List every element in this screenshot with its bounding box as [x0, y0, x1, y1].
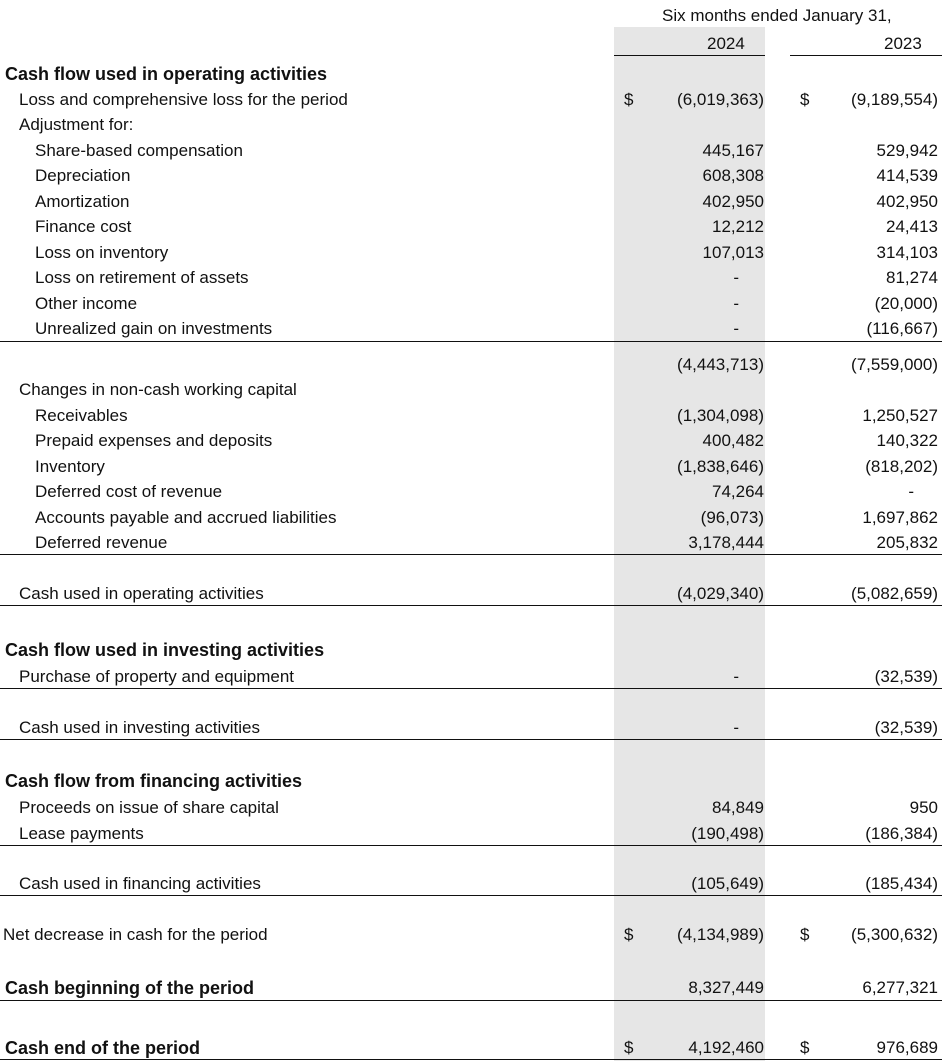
adjustment-row: [0, 164, 942, 188]
working-capital-2023: -: [908, 482, 914, 501]
cash-beginning-row: [0, 976, 942, 1000]
adjustment-2023: 314,103: [876, 243, 938, 262]
adjustment-2023: 24,413: [886, 217, 938, 236]
adjustment-label: Unrealized gain on investments: [35, 319, 273, 338]
adjustment-label: Loss on retirement of assets: [35, 268, 249, 287]
working-capital-2024: 3,178,444: [688, 533, 764, 552]
net-decrease-2023: (5,300,632): [851, 925, 938, 944]
adjustment-2024: -: [733, 319, 739, 338]
adjustment-row: [0, 190, 942, 214]
working-capital-2024: (96,073): [700, 508, 764, 527]
divider: [0, 688, 942, 689]
financing-total-2024: (105,649): [691, 874, 764, 893]
adjustment-2024: -: [733, 268, 739, 287]
subtotal-2023: (7,559,000): [851, 355, 938, 374]
working-capital-item-label: Accounts payable and accrued liabilities: [35, 508, 337, 527]
adjustment-2023: (116,667): [866, 319, 938, 338]
adjustment-2024: 402,950: [702, 192, 764, 211]
cash-beginning-2024: 8,327,449: [688, 978, 764, 997]
financing-item-2024: 84,849: [712, 798, 764, 817]
operating-heading-row: [0, 62, 942, 86]
adjustment-row: [0, 292, 942, 316]
working-capital-2023: 205,832: [876, 533, 938, 552]
adjustment-label-row: [0, 113, 942, 137]
adjustment-2023: 81,274: [886, 268, 938, 287]
adjustment-label: Amortization: [35, 192, 130, 211]
working-capital-item-label: Prepaid expenses and deposits: [35, 431, 273, 450]
investing-total-row: [0, 716, 942, 740]
adjustment-label: Other income: [35, 294, 138, 313]
investing-item-2023: (32,539): [874, 667, 938, 686]
header-underline-2024: [614, 55, 765, 56]
working-capital-2024: 74,264: [712, 482, 764, 501]
adjustment-2023: 402,950: [876, 192, 938, 211]
adjustment-2024: 12,212: [712, 217, 764, 236]
divider: [0, 895, 942, 896]
financing-item-row: [0, 822, 942, 846]
working-capital-item-label: Deferred cost of revenue: [35, 482, 223, 501]
adjustment-label: Adjustment for:: [19, 115, 134, 134]
divider: [0, 1000, 942, 1001]
working-capital-row: [0, 480, 942, 504]
investing-item-label: Purchase of property and equipment: [19, 667, 295, 686]
working-capital-item-label: Receivables: [35, 406, 128, 425]
adjustment-2023: 414,539: [876, 166, 938, 185]
cash-end-label: Cash end of the period: [5, 1038, 201, 1058]
operating-total-label: Cash used in operating activities: [19, 584, 264, 603]
adjustment-2023: (20,000): [874, 294, 938, 313]
operating-total-row: [0, 582, 942, 606]
operating-total-2023: (5,082,659): [851, 584, 938, 603]
working-capital-2023: (818,202): [865, 457, 938, 476]
divider: [0, 341, 942, 342]
investing-item-2024: -: [733, 667, 739, 686]
adjustment-2024: -: [733, 294, 739, 313]
working-capital-item-label: Deferred revenue: [35, 533, 168, 552]
investing-total-2024: -: [733, 718, 739, 737]
investing-total-label: Cash used in investing activities: [19, 718, 260, 737]
adjustment-2024: 445,167: [702, 141, 764, 160]
currency-symbol: $: [800, 90, 810, 109]
investing-total-2023: (32,539): [874, 718, 938, 737]
operating-heading: Cash flow used in operating activities: [5, 64, 328, 84]
cash-end-2024: 4,192,460: [688, 1038, 764, 1057]
currency-symbol: $: [800, 1038, 810, 1057]
adjustment-label: Loss on inventory: [35, 243, 169, 262]
working-capital-row: [0, 429, 942, 453]
year-2023-header: 2023: [884, 34, 922, 53]
period-caption: Six months ended January 31,: [662, 6, 892, 25]
financing-item-2023: 950: [909, 798, 938, 817]
net-decrease-row: [0, 923, 942, 947]
loss-2024: (6,019,363): [677, 90, 764, 109]
adjustment-label: Depreciation: [35, 166, 131, 185]
financing-item-label: Lease payments: [19, 824, 144, 843]
investing-heading-row: [0, 638, 942, 662]
currency-symbol: $: [624, 925, 634, 944]
financing-item-2023: (186,384): [865, 824, 938, 843]
divider: [0, 605, 942, 606]
divider: [0, 739, 942, 740]
divider: [0, 845, 942, 846]
working-capital-2024: 400,482: [702, 431, 764, 450]
header-underline-2023: [790, 55, 942, 56]
working-capital-2023: 1,250,527: [862, 406, 938, 425]
working-capital-row: [0, 506, 942, 530]
net-decrease-2024: (4,134,989): [677, 925, 764, 944]
subtotal-2024: (4,443,713): [677, 355, 764, 374]
adjustment-row: [0, 215, 942, 239]
working-capital-label: Changes in non-cash working capital: [19, 380, 297, 399]
working-capital-2023: 1,697,862: [862, 508, 938, 527]
loss-row: [0, 88, 942, 112]
adjustment-row: [0, 139, 942, 163]
investing-heading: Cash flow used in investing activities: [5, 640, 325, 660]
operating-subtotal-row: [0, 353, 942, 377]
working-capital-row: [0, 531, 942, 555]
investing-item-row: [0, 665, 942, 689]
working-capital-row: [0, 404, 942, 428]
financing-item-label: Proceeds on issue of share capital: [19, 798, 279, 817]
adjustment-2023: 529,942: [876, 141, 938, 160]
adjustment-2024: 608,308: [702, 166, 764, 185]
financing-heading-row: [0, 769, 942, 793]
adjustment-row: [0, 317, 942, 341]
adjustment-2024: 107,013: [702, 243, 764, 262]
cash-beginning-2023: 6,277,321: [862, 978, 938, 997]
adjustment-label: Share-based compensation: [35, 141, 243, 160]
loss-label: Loss and comprehensive loss for the period: [19, 90, 348, 109]
loss-2023: (9,189,554): [851, 90, 938, 109]
financing-total-label: Cash used in financing activities: [19, 874, 261, 893]
currency-symbol: $: [624, 90, 634, 109]
cash-end-row: [0, 1036, 942, 1060]
cash-beginning-label: Cash beginning of the period: [5, 978, 254, 998]
adjustment-label: Finance cost: [35, 217, 132, 236]
operating-total-2024: (4,029,340): [677, 584, 764, 603]
currency-symbol: $: [800, 925, 810, 944]
working-capital-row: [0, 455, 942, 479]
adjustment-row: [0, 241, 942, 265]
financing-total-row: [0, 872, 942, 896]
working-capital-label-row: [0, 378, 942, 402]
adjustment-row: [0, 266, 942, 290]
financing-heading: Cash flow from financing activities: [5, 771, 303, 791]
divider: [0, 1059, 942, 1060]
working-capital-2023: 140,322: [876, 431, 938, 450]
currency-symbol: $: [624, 1038, 634, 1057]
financing-item-row: [0, 796, 942, 820]
financing-item-2024: (190,498): [691, 824, 764, 843]
working-capital-item-label: Inventory: [35, 457, 105, 476]
divider: [0, 554, 942, 555]
net-decrease-label: Net decrease in cash for the period: [3, 925, 268, 944]
working-capital-2024: (1,838,646): [677, 457, 764, 476]
working-capital-2024: (1,304,098): [677, 406, 764, 425]
cash-end-2023: 976,689: [876, 1038, 938, 1057]
financing-total-2023: (185,434): [865, 874, 938, 893]
year-2024-header: 2024: [707, 34, 745, 53]
